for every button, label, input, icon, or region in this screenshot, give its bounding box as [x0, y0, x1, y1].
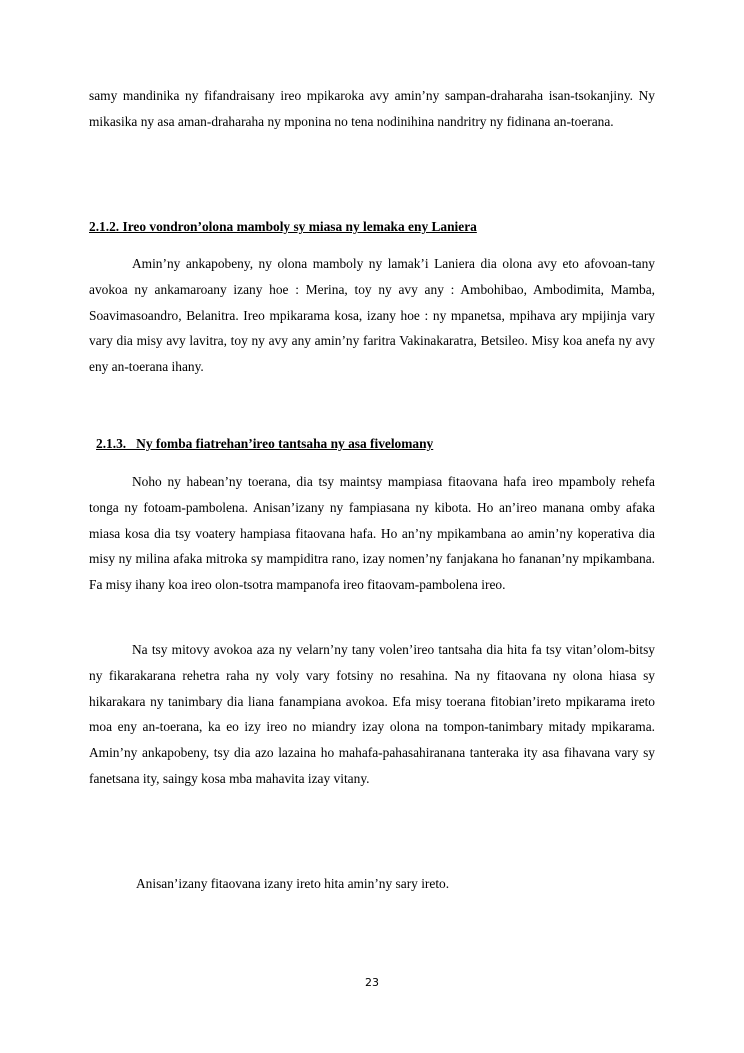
closing-line-block — [136, 871, 656, 897]
page-number: 23 — [365, 976, 379, 989]
intro-paragraph: samy mandinika ny fifandraisany ireo mpikaroka avy amin’ny sampan-draharaha isan-tsokanjiny. Ny mikasika ny asa aman-draharaha ny mponina no tena nodinihina nandritry ny fidinana an-toerana. — [89, 88, 655, 129]
section-heading-2-1-3-block — [96, 435, 656, 453]
section-heading-2-1-3: 2.1.3. Ny fomba fiatrehan’ireo tantsaha ny asa fivelomany — [96, 436, 434, 451]
workers-paragraph: Na tsy mitovy avokoa aza ny velarn’ny tany volen’ireo tantsaha dia hita fa tsy vitan’olom-bitsy ny fikarakarana rehetra raha ny voly vary fotsiny no resahina. Na ny fitaovana ny olona hiasa sy hikarakara ny tanimbary dia liana fanampiana avokoa. Efa misy toerana fitobian’ireto mpikarama ireto moa eny an-toerana, ka eo izy ireo no miandry izay olona na tompon-tanimbary mitady mpikarama. Amin’ny ankapobeny, tsy dia azo lazaina ho mahafa-pahasahiranana tanteraka ity asa fihavana vary sy fanetsana ity, saingy kosa mba mahavita izay vitany. — [89, 642, 655, 786]
tools-paragraph: Noho ny habean’ny toerana, dia tsy maintsy mampiasa fitaovana hafa ireo mpamboly rehefa tonga ny fotoam-pambolena. Anisan’izany ny fampiasana ny kibota. Ho an’ireo manana omby afaka miasa kosa dia tsy voatery hampiasa fitaovana hafa. Ho an’ny mpikambana ao amin’ny koperativa dia misy ny milina afaka mitroka sy mampiditra rano, izay nomen’ny fanjakana ho fananan’ny mpikambana. Fa misy ihany koa ireo olon-tsotra mampanofa ireo fitaovam-pambolena ireo. — [89, 474, 655, 593]
farmers-paragraph-block — [89, 251, 655, 380]
section-heading-2-1-2: 2.1.2. Ireo vondron’olona mamboly sy miasa ny lemaka eny Laniera — [89, 219, 477, 234]
tools-paragraph-block — [89, 469, 655, 598]
closing-line: Anisan’izany fitaovana izany ireto hita amin’ny sary ireto. — [136, 876, 450, 891]
intro-paragraph-block — [89, 83, 655, 135]
farmers-paragraph: Amin’ny ankapobeny, ny olona mamboly ny lamak’i Laniera dia olona avy eto afovoan-tany avokoa ny ankamaroany izany hoe : Merina, toy ny avy any : Ambohibao, Ambodimita, Mamba, Soavimasoandro, Belanitra. Ireo mpikarama kosa, izany hoe : ny mpanetsa, mpihava ary mpijinja vary vary dia misy avy lavitra, toy ny avy any amin’ny faritra Vakinakaratra, Betsileo. Misy koa anefa ny avy eny an-toerana ihany. — [89, 256, 655, 375]
section-heading-2-1-2-block — [89, 218, 655, 236]
workers-paragraph-block — [89, 637, 655, 792]
